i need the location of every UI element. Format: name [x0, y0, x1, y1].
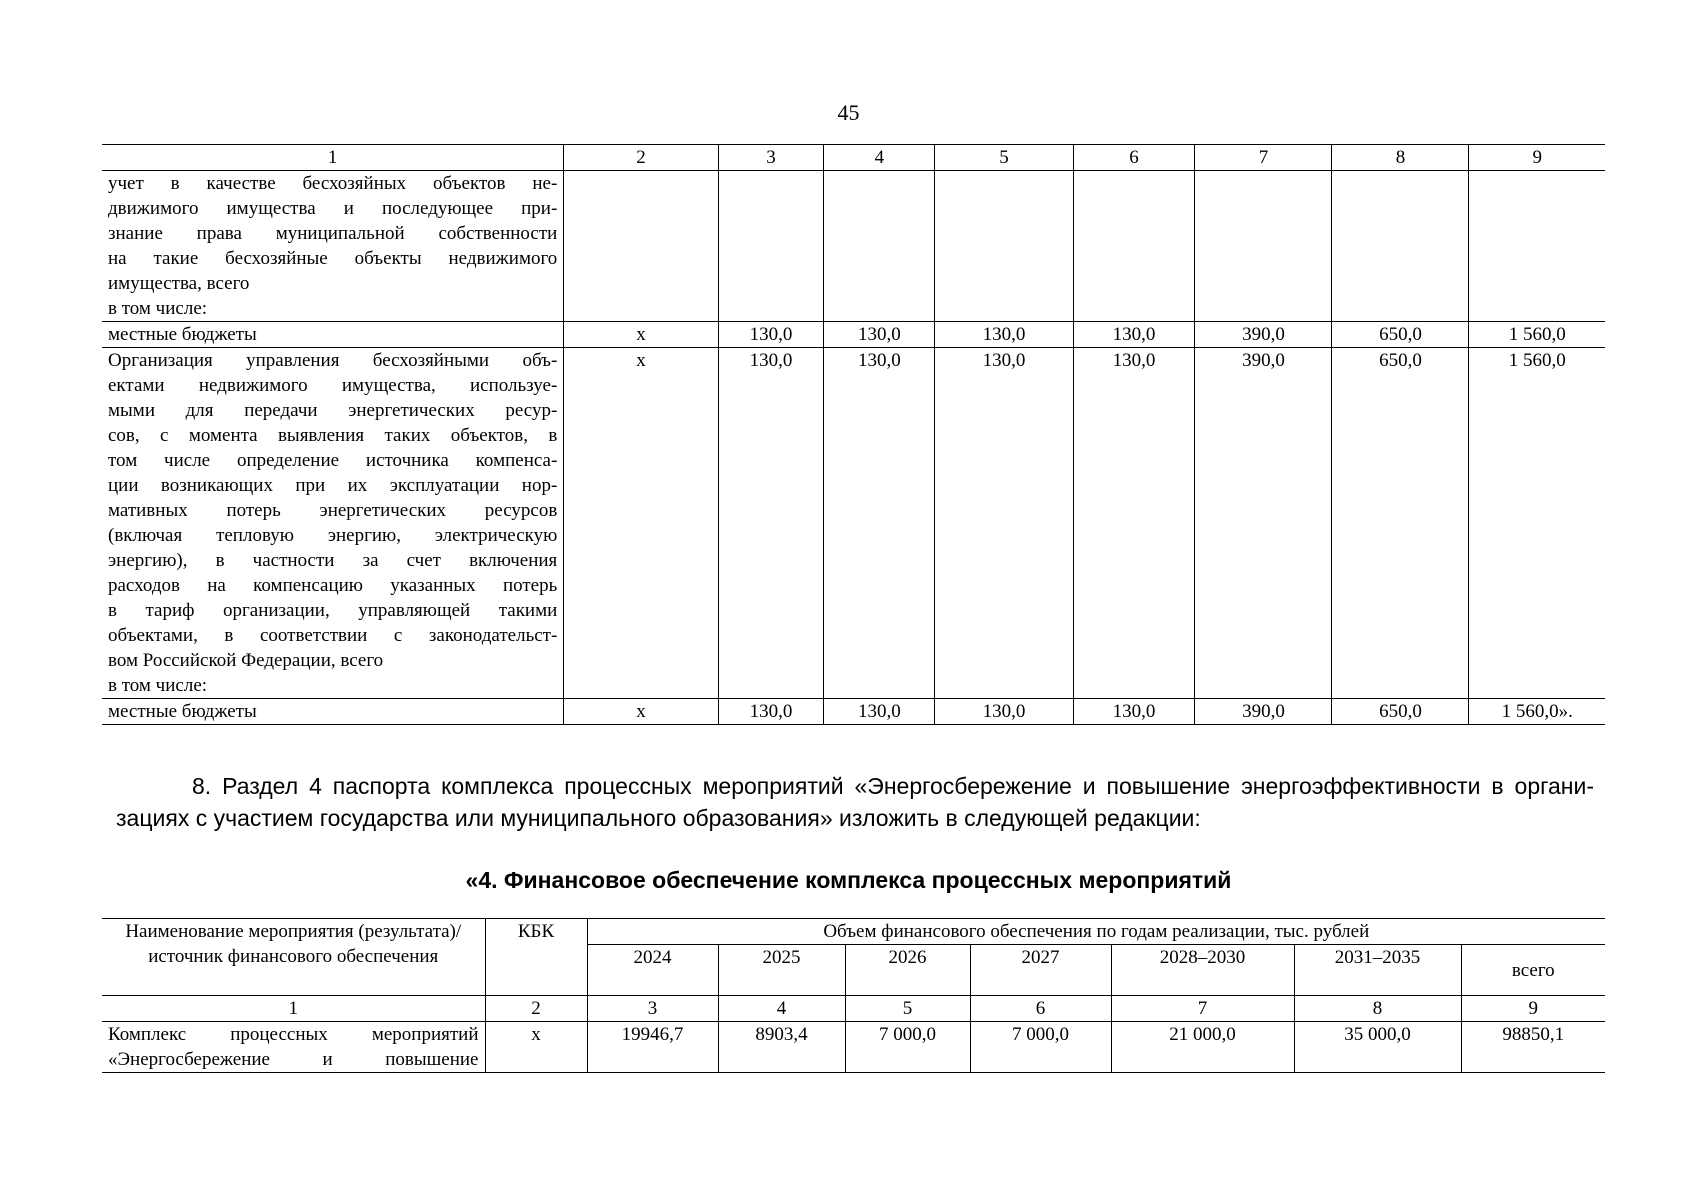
column-number: 4 [718, 996, 845, 1022]
value-cell: 390,0 [1195, 699, 1332, 725]
table-financing [102, 918, 1605, 1073]
value-cell: 390,0 [1195, 348, 1332, 699]
value-cell [1195, 171, 1332, 322]
column-number: 7 [1111, 996, 1294, 1022]
value-cell [564, 171, 718, 322]
table-program-measures [102, 144, 1605, 725]
value-cell: 650,0 [1332, 348, 1469, 699]
value-cell [1332, 171, 1469, 322]
table-row [102, 1022, 1605, 1073]
text-line: имущества, всего [108, 273, 250, 294]
text-line: на такие бесхозяйные объекты недвижимого [108, 248, 558, 269]
value-cell: 130,0 [935, 322, 1073, 348]
measure-name-cell [102, 348, 564, 699]
text-line: мыми для передачи энергетических ресур- [108, 400, 558, 421]
column-number: 6 [1073, 145, 1195, 171]
value-cell: 1 560,0 [1469, 348, 1605, 699]
header-total: всего [1461, 945, 1605, 996]
column-number: 1 [102, 145, 564, 171]
value-cell: 130,0 [824, 348, 935, 699]
paragraph-line: 8. Раздел 4 паспорта комплекса процессных мероприятий «Энергосбережение и повышение энергоэффективности в органи- [192, 773, 1594, 799]
text-line: Организация управления бесхозяйными объ- [108, 350, 558, 371]
value-cell: 130,0 [1073, 348, 1195, 699]
header-year: 2028–2030 [1111, 945, 1294, 996]
text-line: энергию), в частности за счет включения [108, 550, 558, 571]
column-number: 4 [824, 145, 935, 171]
measure-name-cell: Комплекс процессных мероприятий «Энергосбережение и повышение [102, 1022, 485, 1073]
page-number: 45 [837, 100, 860, 125]
text-line: учет в качестве бесхозяйных объектов не- [108, 173, 558, 194]
text-line: сов, с момента выявления таких объектов, в [108, 425, 558, 446]
text-line: ции возникающих при их эксплуатации нор- [108, 475, 558, 496]
kbk-cell: х [485, 1022, 587, 1073]
text-line: том числе определение источника компенса- [108, 450, 558, 471]
table-header-row [102, 145, 1605, 171]
value-cell: 130,0 [718, 348, 824, 699]
value-cell: 130,0 [1073, 322, 1195, 348]
value-cell: 21 000,0 [1111, 1022, 1294, 1073]
value-cell: 130,0 [718, 322, 824, 348]
value-cell: 650,0 [1332, 322, 1469, 348]
value-cell [935, 171, 1073, 322]
header-year: 2031–2035 [1294, 945, 1461, 996]
text-line: мативных потерь энергетических ресурсов [108, 500, 558, 521]
column-number-row [102, 996, 1605, 1022]
measure-name-cell [102, 171, 564, 322]
value-cell: 130,0 [718, 699, 824, 725]
value-cell: 130,0 [1073, 699, 1195, 725]
column-number: 6 [970, 996, 1111, 1022]
value-cell: х [564, 322, 718, 348]
header-year: 2025 [718, 945, 845, 996]
header-year: 2027 [970, 945, 1111, 996]
column-number: 2 [485, 996, 587, 1022]
column-number: 7 [1195, 145, 1332, 171]
header-year: 2024 [587, 945, 718, 996]
value-cell: 130,0 [824, 699, 935, 725]
value-cell: 7 000,0 [970, 1022, 1111, 1073]
column-number: 5 [935, 145, 1073, 171]
column-number: 5 [845, 996, 970, 1022]
text-line: ектами недвижимого имущества, используе- [108, 375, 558, 396]
value-cell: х [564, 348, 718, 699]
value-cell: х [564, 699, 718, 725]
column-number: 8 [1294, 996, 1461, 1022]
section-title: «4. Финансовое обеспечение комплекса процессных мероприятий [465, 867, 1232, 893]
value-cell: 130,0 [935, 699, 1073, 725]
amendment-paragraph [116, 770, 1594, 834]
value-cell: 130,0 [824, 322, 935, 348]
value-cell: 130,0 [935, 348, 1073, 699]
table-row [102, 171, 1605, 322]
value-cell: 8903,4 [718, 1022, 845, 1073]
text-line: объектами, в соответствии с законодательст- [108, 625, 558, 646]
column-number: 1 [102, 996, 485, 1022]
value-cell [1469, 171, 1605, 322]
text-line: расходов на компенсацию указанных потерь [108, 575, 558, 596]
text-line: в том числе: [108, 298, 208, 319]
column-number: 9 [1461, 996, 1605, 1022]
column-number: 8 [1332, 145, 1469, 171]
text-line: (включая тепловую энергию, электрическую [108, 525, 558, 546]
measure-name-cell: местные бюджеты [102, 322, 564, 348]
column-number: 2 [564, 145, 718, 171]
text-line: знание права муниципальной собственности [108, 223, 558, 244]
paragraph-line: зациях с участием государства или муниципального образования» изложить в следующей редакции: [116, 805, 1201, 831]
table-row [102, 322, 1605, 348]
value-cell: 7 000,0 [845, 1022, 970, 1073]
column-number: 3 [718, 145, 824, 171]
value-cell: 35 000,0 [1294, 1022, 1461, 1073]
value-cell: 98850,1 [1461, 1022, 1605, 1073]
value-cell [824, 171, 935, 322]
value-cell [1073, 171, 1195, 322]
table-row [102, 348, 1605, 699]
header-measure-name: Наименование мероприятия (результата)/источник финансового обеспечения [102, 919, 485, 996]
text-line: движимого имущества и последующее при- [108, 198, 558, 219]
value-cell: 19946,7 [587, 1022, 718, 1073]
value-cell: 1 560,0 [1469, 322, 1605, 348]
value-cell: 650,0 [1332, 699, 1469, 725]
value-cell [718, 171, 824, 322]
header-kbk: КБК [485, 919, 587, 996]
text-line: в том числе: [108, 675, 208, 696]
table-header-row [102, 919, 1605, 945]
value-cell: 390,0 [1195, 322, 1332, 348]
table-row [102, 699, 1605, 725]
value-cell: 1 560,0». [1469, 699, 1605, 725]
column-number: 3 [587, 996, 718, 1022]
text-line: вом Российской Федерации, всего [108, 650, 384, 671]
column-number: 9 [1469, 145, 1605, 171]
header-year: 2026 [845, 945, 970, 996]
text-line: в тариф организации, управляющей такими [108, 600, 558, 621]
header-financing-volume: Объем финансового обеспечения по годам реализации, тыс. рублей [587, 919, 1605, 945]
measure-name-cell: местные бюджеты [102, 699, 564, 725]
